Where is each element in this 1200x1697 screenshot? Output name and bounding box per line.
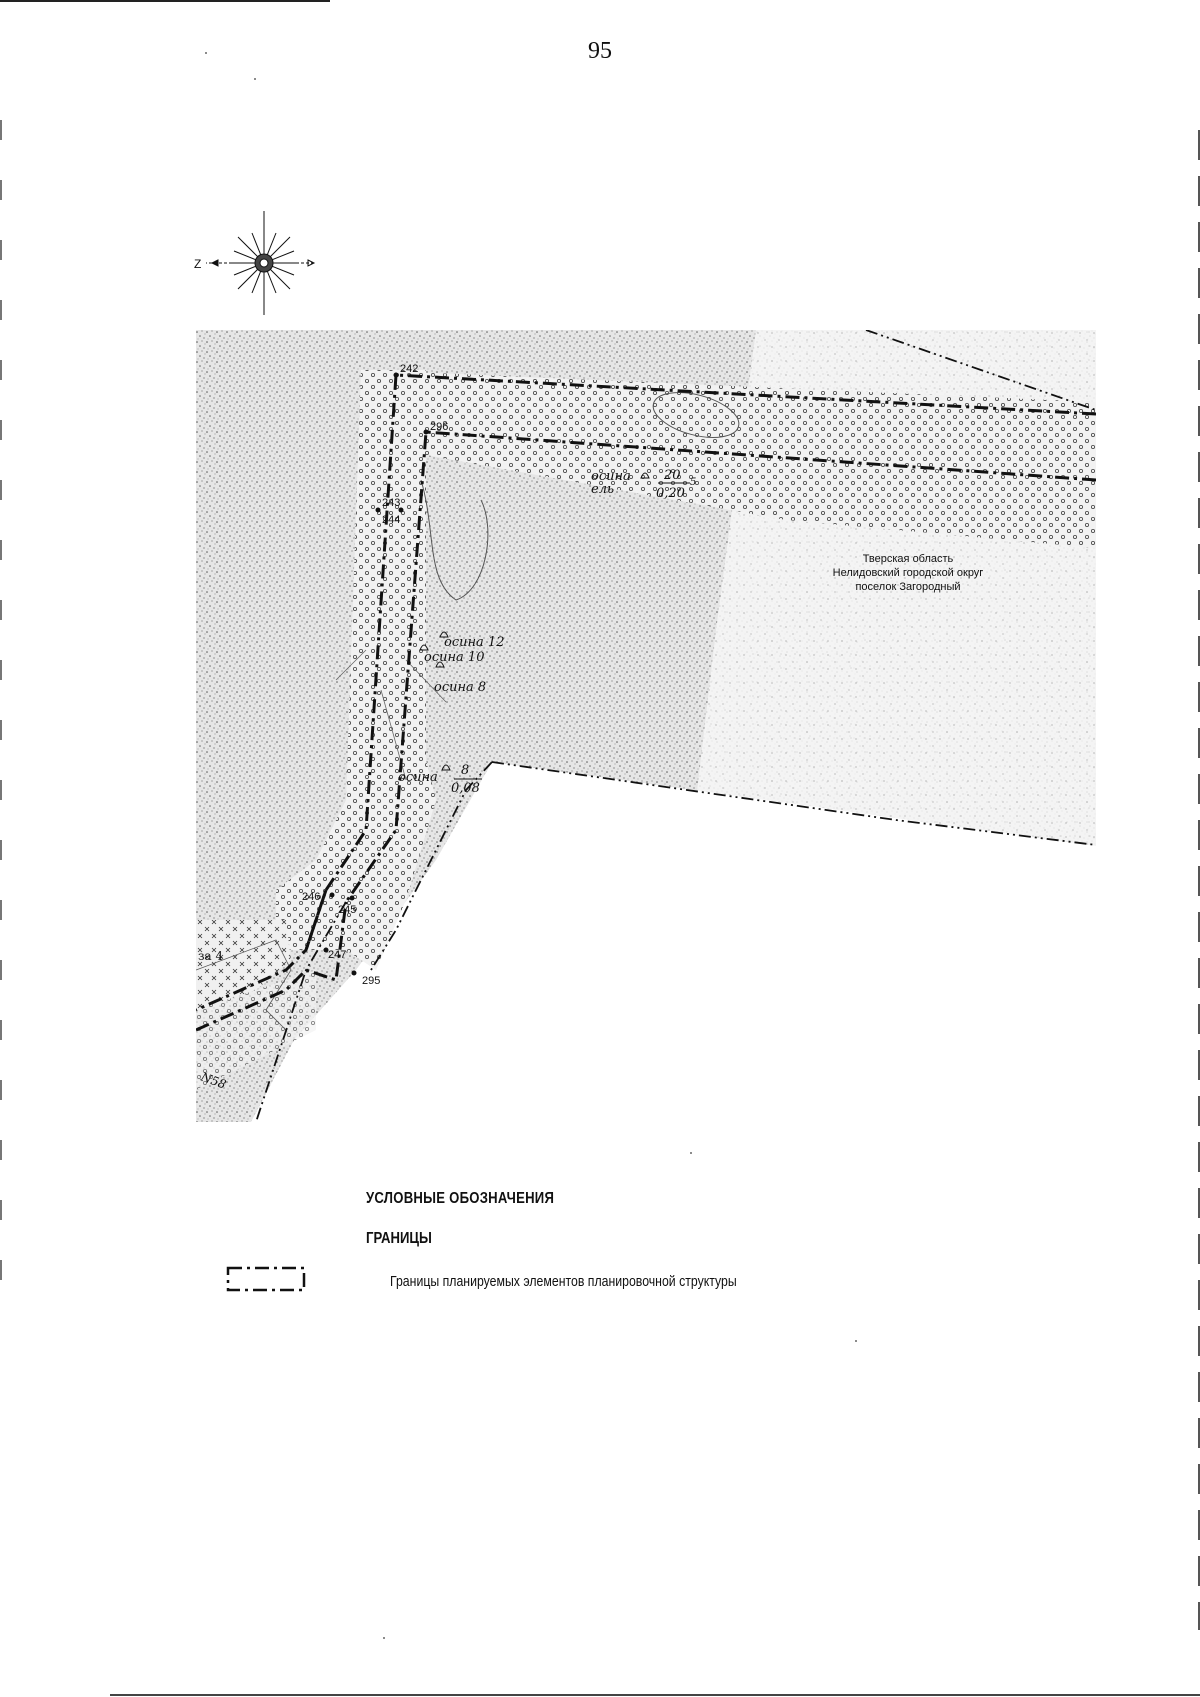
scan-speck (254, 78, 256, 80)
legend-item-boundary (226, 1262, 926, 1292)
legend-item-label: Границы планируемых элементов планировочной структуры (390, 1273, 737, 1290)
tree-label-bottom-denominator: 0,08 (451, 781, 480, 796)
compass-direction-label: Z (194, 257, 202, 271)
cadastral-map (196, 330, 1096, 1122)
tree-label-denominator: 0,20 (656, 486, 685, 501)
page-number: 95 (588, 38, 612, 64)
tree-label-numerator: 20 (664, 468, 681, 483)
scan-speck (690, 1152, 692, 1154)
tree-label-list-1: осина 12 (444, 635, 505, 650)
scan-speck (855, 1340, 857, 1342)
tree-label-bottom-species: осина (398, 770, 438, 785)
tree-label-list-3: осина 8 (434, 680, 487, 695)
tree-label-list-2: осина 10 (424, 650, 485, 665)
scan-border-top (0, 0, 330, 2)
point-label-243: 243 (382, 497, 401, 509)
scan-edge-left (0, 120, 2, 1320)
point-label-242: 242 (400, 363, 419, 375)
dash-dot-boundary-icon (226, 1266, 306, 1294)
tree-label-species-1: осина (591, 469, 631, 484)
legend-title: УСЛОВНЫЕ ОБОЗНАЧЕНИЯ (366, 1190, 555, 1207)
region-label-line-3: поселок Загородный (855, 581, 961, 593)
scan-speck (205, 52, 207, 54)
tree-label-exponent: 5 (690, 477, 697, 488)
tree-label-bottom-numerator: 8 (461, 763, 470, 778)
point-label-246: 246 (302, 891, 321, 903)
point-label-245: 245 (338, 904, 357, 916)
region-label-line-1: Тверская область (862, 553, 954, 565)
point-label-296: 296 (430, 421, 449, 433)
point-label-244: 244 (382, 514, 401, 526)
legend-subtitle: ГРАНИЦЫ (366, 1230, 432, 1247)
point-label-295: 295 (362, 975, 381, 987)
point-label-247: 247 (328, 949, 347, 961)
compass-rose-icon (188, 208, 328, 318)
edge-label-left: за 4 (198, 949, 224, 963)
tree-label-species-2: ель (591, 482, 615, 497)
scan-speck (383, 1637, 385, 1639)
scan-border-bottom (110, 1694, 1200, 1696)
edge-label-bottom: N58 (198, 1069, 228, 1092)
region-label-line-2: Нелидовский городской округ (832, 567, 984, 579)
